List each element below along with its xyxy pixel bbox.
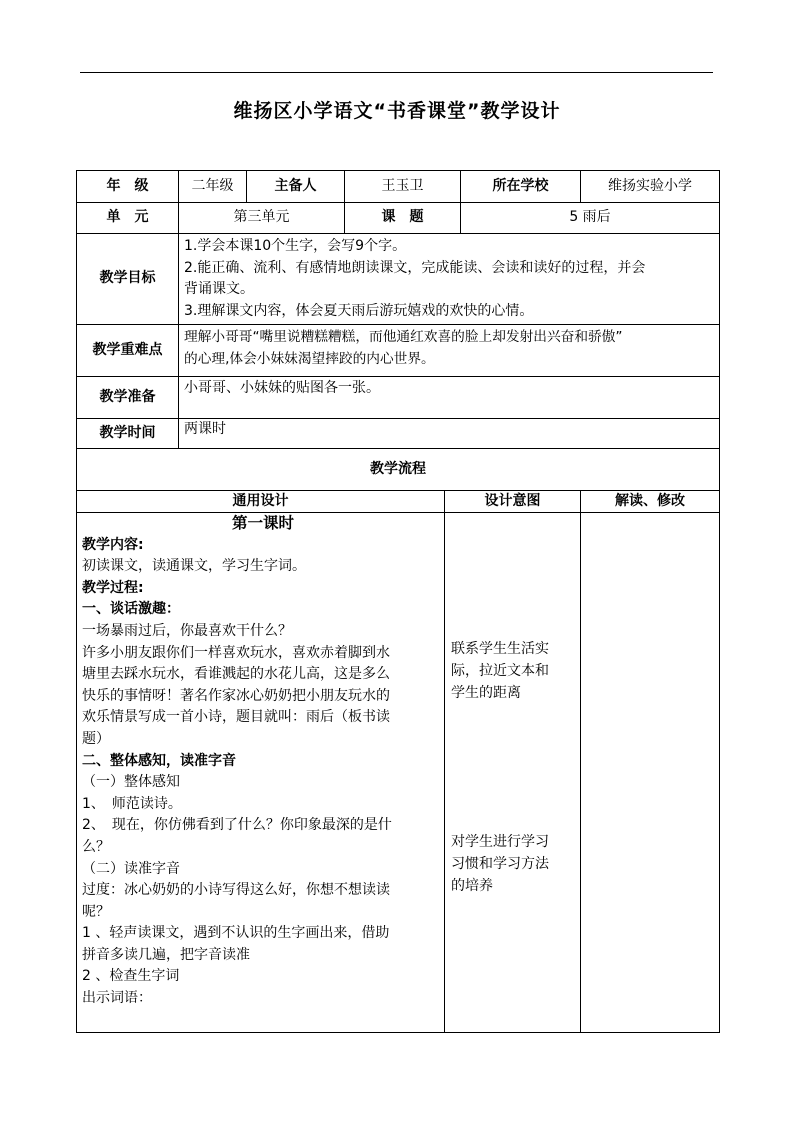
objectives-text — [184, 236, 718, 322]
paragraph-line: 一场暴雨过后，你最喜欢干什么？ — [82, 622, 292, 639]
section-heading: 一、谈话激趣： — [82, 601, 180, 618]
paragraph-line: 快乐的事情呀！著名作家冰心奶奶把小朋友玩水的 — [82, 687, 390, 704]
key-point-line: 的心理,体会小妹妹渴望摔跤的内心世界。 — [184, 350, 435, 367]
subsection-heading: （一）整体感知 — [82, 774, 180, 791]
time-value: 两课时 — [184, 421, 226, 437]
col-general-header: 通用设计 — [232, 492, 289, 509]
paragraph-line: 欢乐情景写成一首小诗，题目就叫：雨后（板书读 — [82, 709, 390, 726]
intent-note-1 — [451, 638, 579, 704]
key-points-text — [184, 327, 718, 370]
period-heading: 第一课时 — [231, 514, 294, 532]
general-design-content — [82, 513, 444, 1010]
col-line — [580, 490, 581, 1032]
col-notes-header: 解读、修改 — [615, 492, 685, 509]
objective-line: 1.学会本课10个生字，会写9个字。 — [184, 238, 407, 254]
subsection-heading: （二）读准字音 — [82, 860, 180, 877]
unit-label: 单 元 — [106, 209, 149, 226]
header-rule — [80, 72, 713, 73]
intent-note-2 — [451, 831, 579, 897]
preparer-label: 主备人 — [274, 177, 317, 194]
preparer-value: 王玉卫 — [381, 178, 424, 194]
col-line — [444, 490, 445, 1032]
paragraph-line: 题） — [82, 730, 110, 747]
paragraph-line: 许多小朋友跟你们一样喜欢玩水，喜欢赤着脚到水 — [82, 644, 390, 661]
objective-line: 2.能正确、流利、有感情地朗读课文，完成能读、会读和读好的过程，并会 — [184, 259, 646, 276]
grade-label: 年 级 — [106, 177, 149, 194]
school-value: 维扬实验小学 — [608, 178, 692, 194]
col-intent-header: 设计意图 — [484, 492, 541, 509]
step-line: 拼音多读几遍，把字音读准 — [82, 946, 250, 963]
lesson-value: 5 雨后 — [569, 209, 611, 225]
table-border-right — [719, 170, 720, 1033]
intent-line: 对学生进行学习 — [451, 834, 549, 850]
section-heading: 二、整体感知，读准字音 — [82, 752, 236, 769]
lesson-label: 课 题 — [381, 209, 424, 226]
key-point-line: 理解小哥哥“嘴里说糟糕糟糕，而他通红欢喜的脸上却发射出兴奋和骄傲” — [184, 329, 623, 345]
step-line: 2、 现在，你仿佛看到了什么？你印象最深的是什 — [82, 817, 392, 834]
row-line — [76, 1032, 720, 1033]
objective-line: 3.理解课文内容，体会夏天雨后游玩嬉戏的欢快的心情。 — [184, 302, 534, 319]
step-line: 1 、轻声读课文，遇到不认识的生字画出来，借助 — [82, 925, 390, 942]
time-label: 教学时间 — [99, 424, 156, 441]
step-line: 1、 师范读诗。 — [82, 795, 182, 812]
step-line: 2 、检查生字词 — [82, 968, 180, 985]
content-label: 教学内容: — [82, 536, 144, 553]
intent-line: 习惯和学习方法 — [451, 856, 549, 872]
intent-line: 学生的距离 — [451, 685, 521, 701]
intent-line: 的培养 — [451, 878, 493, 894]
intent-line: 际，拉近文本和 — [451, 663, 549, 679]
intent-line: 联系学生生活实 — [451, 641, 549, 657]
process-label: 教学过程: — [82, 579, 144, 596]
paragraph-line: 过度：冰心奶奶的小诗写得这么好，你想不想读读 — [82, 882, 390, 899]
col-line — [178, 233, 179, 448]
objective-line: 背诵课文。 — [184, 281, 254, 297]
grade-value: 二年级 — [191, 178, 234, 194]
objectives-label: 教学目标 — [99, 270, 156, 287]
paragraph-line: 出示词语： — [82, 990, 152, 1007]
key-points-label: 教学重难点 — [92, 341, 163, 358]
preparation-value: 小哥哥、小妹妹的贴图各一张。 — [184, 380, 380, 396]
paragraph-line: 呢？ — [82, 903, 110, 920]
content-text: 初读课文，读通课文，学习生字词。 — [82, 558, 306, 575]
school-label: 所在学校 — [492, 177, 549, 194]
unit-value: 第三单元 — [233, 209, 290, 225]
flow-heading: 教学流程 — [370, 460, 426, 477]
paragraph-line: 塘里去踩水玩水，看谁溅起的水花儿高，这是多么 — [82, 666, 390, 683]
step-line: 么？ — [82, 838, 110, 855]
page-title: 维扬区小学语文“书香课堂”教学设计 — [233, 100, 561, 122]
preparation-label: 教学准备 — [99, 388, 156, 405]
